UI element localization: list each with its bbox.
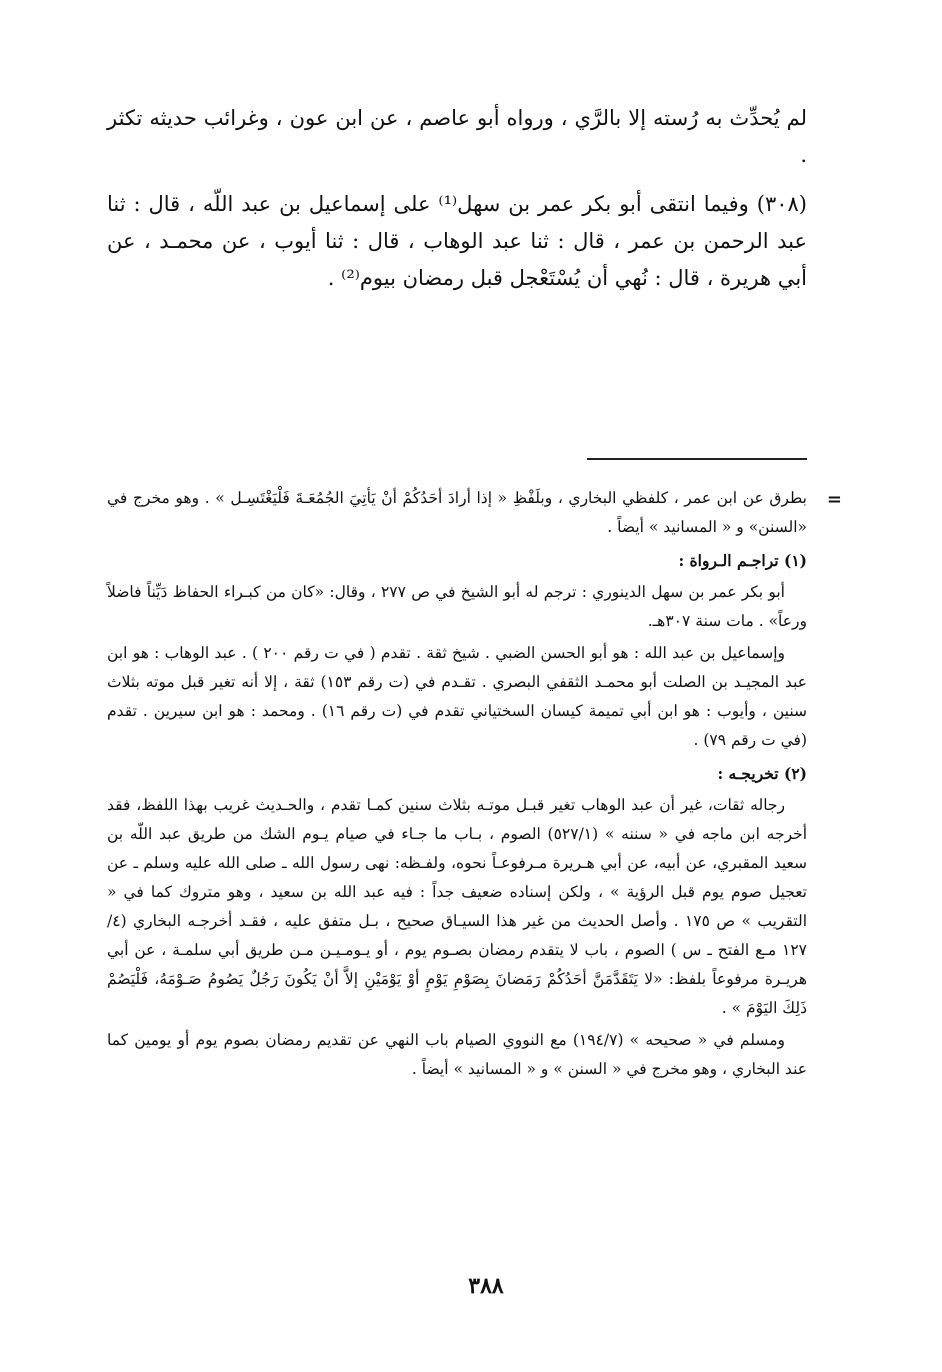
- footnote-2-paragraph-2: ومسلم في « صحيحه » (١٩٤/٧) مع النووي الصيام باب النهي عن تقديم رمضان بصوم يوم أو يومين كما عند البخاري ، وهو مخرج في « السنن » و « المسانيد » أيضاً .: [107, 1031, 807, 1078]
- footnote-1-paragraph-1: أبو بكر عمر بن سهل الدينوري : ترجم له أبو الشيخ في ص ٢٧٧ ، وقال: «كان من كبـراء الحفاظ دَيِّناً فاضلاً ورعاً» . مات سنة ٣٠٧هـ.: [107, 583, 807, 630]
- footnote-continuation-mark: =: [826, 489, 842, 510]
- footnote-2-heading: (٢) تخريجـه :: [717, 764, 807, 783]
- footnote-separator: [587, 458, 807, 460]
- footnote-1-paragraph-2: وإسماعيل بن عبد الله : هو أبو الحسن الضبي . شيخ ثقة . تقدم ( في ت رقم ٢٠٠ ) . عبد الوهاب : هو ابن عبد المجيـد بن الصلت أبو محمـد الثقفي البصري . تقـدم في (ت رقم ١٥٣) ثقة ، إلا أنه تغير قبل موته بثلاث سنين ، وأيوب : هو ابن أبي تميمة كيسان السختياني تقدم في (ت رقم ١٦) . ومحمد : هو ابن سيرين . تقدم (في ت رقم ٧٩) .: [107, 644, 808, 749]
- main-text: [107, 100, 807, 309]
- footnote-2-paragraph-1: رجاله ثقات، غير أن عبد الوهاب تغير قبـل موتـه بثلاث سنين كمـا تقدم ، والحـديث غريب بهذا اللفظ، فقد أخرجه ابن ماجه في « سننه » (٥٢٧/١) الصوم ، بـاب ما جـاء في صيام يـوم الشك من طريق عبد اللّه بن سعيد المقبري، عن أبيه، عن أبي هـريرة مـرفوعـاً نحوه، ولفـظه: نهى رسول الله ـ صلى الله عليه وسلم ـ عن تعجيل صوم يوم قبل الرؤية » ، ولكن إسناده ضعيف جداً : فيه عبد الله بن سعيد ، وهو متروك كما في « التقريب » ص ١٧٥ . وأصل الحديث من غير هذا السيـاق صحيح ، بـل متفق عليه ، فقـد أخرجـه البخاري (٤/ ١٢٧ مـع الفتح ـ س ) الصوم ، باب لا يتقدم رمضان بصـوم يوم ، أو يـومـيـن مـن طريق أبي سلمـة ، عن أبي هريـرة مرفوعاً بلفظ: «لا يَتَقَدَّمَنَّ أحَدُكُمْ رَمَضانَ بِصَوْمِ يَوْمٍ أوْ يَوْمَيْنِ إلاَّ أنْ يَكُونَ رَجُلٌ يَصُومُ صَـوْمَهُ، فَلْيَصُمْ ذَلِكَ اليَوْمَ » .: [107, 796, 808, 1017]
- main-paragraph-1: لم يُحدِّث به رُسته إلا بالرَّي ، ورواه أبو عاصم ، عن ابن عون ، وغرائب حديثه تكثر .: [107, 106, 807, 167]
- footnote-continuation-text: بطرق عن ابن عمر ، كلفظي البخاري ، وبلَفْظِ « إذا أرادَ أحَدُكُمْ أنْ يَأتِيَ الجُمُعَـةَ فَلْيَغْتَسِـل » . وهو مخرج في «السنن» و « المسانيد » أيضاً .: [107, 489, 807, 536]
- footnote-1-heading: (١) تراجـم الـرواة :: [678, 551, 807, 570]
- footnotes: [107, 484, 807, 1087]
- main-paragraph-2-hadith-308: (٣٠٨) وفيما انتقى أبو بكر عمر بن سهل⁽¹⁾ على إسماعيل بن عبد اللّه ، قال : ثنا عبد الرحمن بن عمر ، قال : ثنا عبد الوهاب ، قال : ثنا أيوب ، عن محمـد ، عن أبي هريرة ، قال : نُهي أن يُسْتَعْجل قبل رمضان بيوم⁽²⁾ .: [107, 192, 807, 290]
- page-number: ٣٨٨: [468, 1273, 504, 1299]
